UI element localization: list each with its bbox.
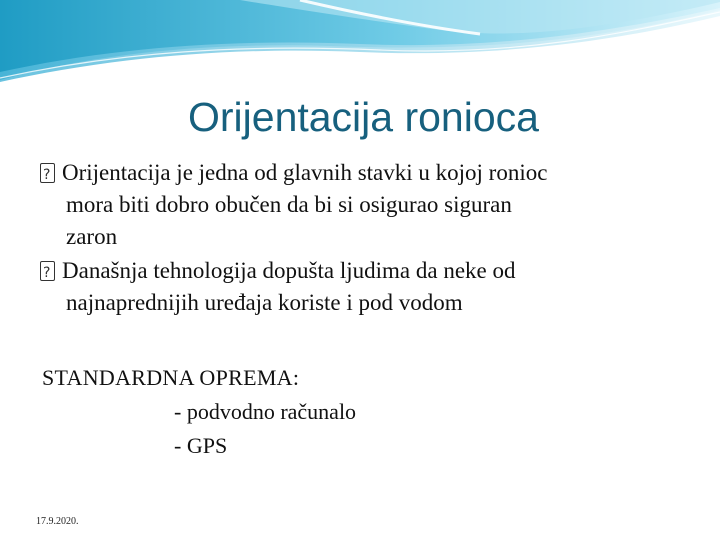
equipment-heading: STANDARDNA OPREMA: [42,365,300,390]
decorative-wave-header [0,0,720,90]
slide-title: Orijentacija ronioca [188,94,539,140]
bullet-item [40,255,680,319]
equipment-item: - GPS [174,433,228,458]
footer-date: 17.9.2020. [36,516,79,527]
bullet-text-line: Današnja tehnologija dopušta ljudima da neke od [62,258,516,283]
bullet-text-line: Orijentacija je jedna od glavnih stavki u kojoj ronioc [62,160,548,185]
bullet-text-line: mora biti dobro obučen da bi si osigurao siguran [66,192,512,217]
equipment-item: - podvodno računalo [174,399,357,424]
unknown-glyph-bullet-icon [40,261,55,281]
bullet-text-line: zaron [66,224,118,249]
bullet-item [40,157,680,253]
unknown-glyph-bullet-icon [40,163,55,183]
bullet-text-line: najnaprednijih uređaja koriste i pod vodom [66,290,463,315]
